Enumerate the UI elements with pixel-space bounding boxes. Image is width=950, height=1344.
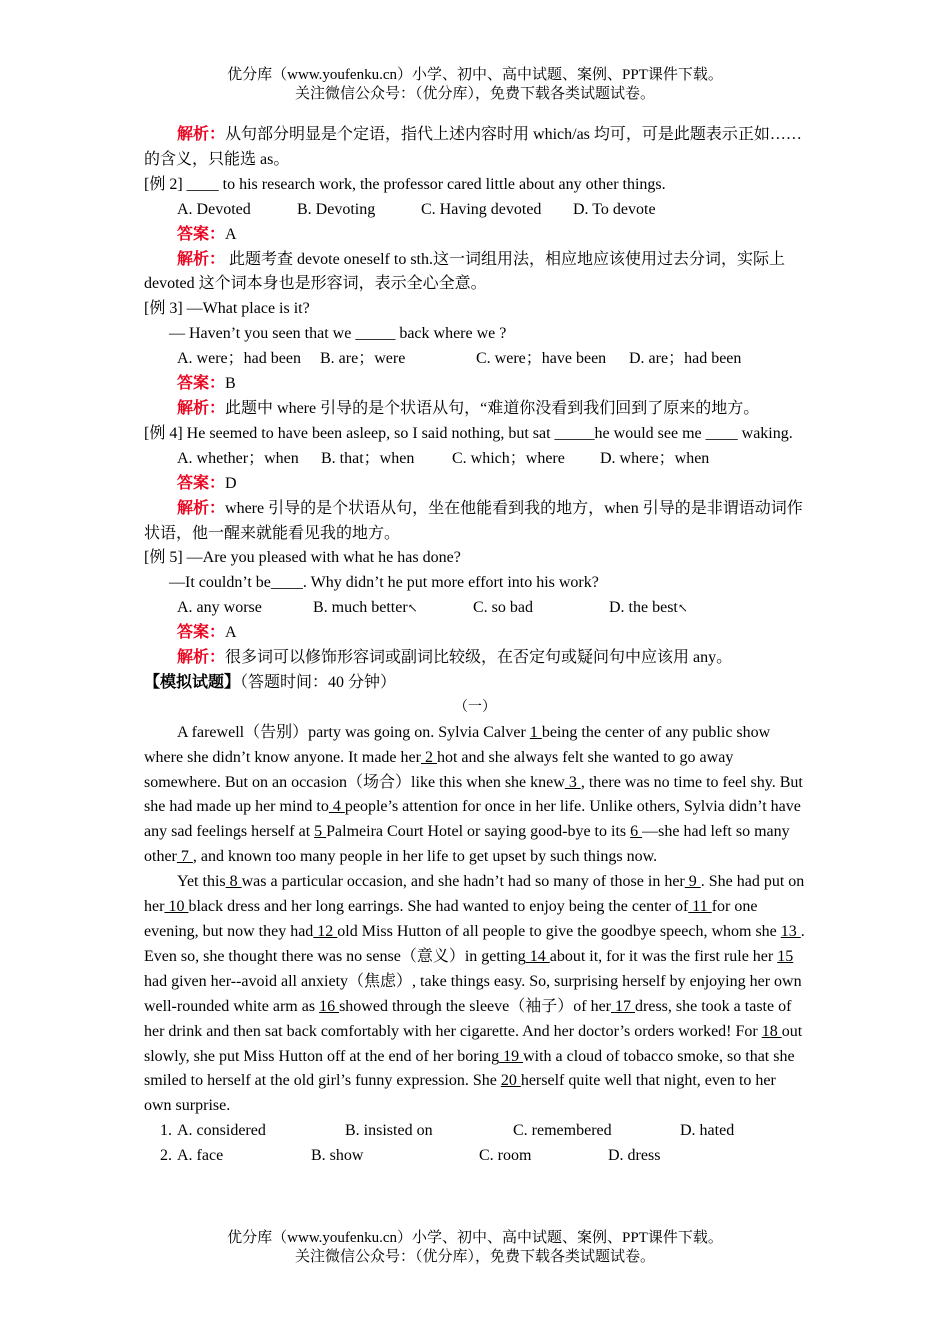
option: B. that；when	[321, 449, 415, 467]
ex5-analysis: 解析：很多词可以修饰形容词或副词比较级，在否定句或疑问句中应该用 any。	[177, 649, 733, 667]
option: C. room	[479, 1147, 532, 1165]
ex5-stem: [例 5] —Are you pleased with what he has done?	[144, 549, 461, 567]
ex5-line2: —It couldn’t be____. Why didn’t he put more effort into his work?	[169, 574, 599, 592]
ex2-options	[144, 198, 806, 223]
option: D. the best↖	[609, 596, 688, 621]
option: D. hated	[680, 1122, 735, 1140]
blank-number: 10	[164, 898, 189, 916]
ex3-options	[144, 347, 806, 372]
option: C. were；have been	[476, 350, 607, 368]
ex5-answer: 答案：A	[177, 624, 237, 642]
option: A. Devoted	[177, 200, 251, 218]
page-header	[0, 66, 950, 104]
ex2-analysis: 解析： 此题考查 devote oneself to sth.这一词组用法，相应地应该使用过去分词，实际上 devoted 这个词本身也是形容词，表示全心全意。	[144, 250, 785, 293]
section-title: 【模拟试题】	[144, 673, 241, 691]
option: B. much better↖	[313, 596, 473, 621]
ex2-answer: 答案：A	[177, 225, 237, 243]
blank-number: 20	[500, 1072, 521, 1090]
option: A. were；had been	[177, 350, 301, 368]
option: A. whether；when	[177, 449, 299, 467]
blank-number: 1	[529, 723, 542, 741]
ex2-stem: [例 2] ____ to his research work, the professor cared little about any other things.	[144, 175, 666, 193]
option: D. are；had been	[629, 350, 742, 368]
section-time-note: （答题时间：40 分钟）	[240, 673, 397, 691]
ex5-options	[144, 596, 806, 621]
option: C. Having devoted	[421, 200, 542, 218]
option: C. so bad	[473, 599, 533, 617]
option: B. show	[311, 1147, 364, 1165]
ex4-analysis: 解析：where 引导的是个状语从句，坐在他能看到我的地方，when 引导的是非谓语动词作状语，他一醒来就能看见我的地方。	[144, 499, 803, 542]
blank-number: 19	[499, 1047, 524, 1065]
ex4-stem: [例 4] He seemed to have been asleep, so I said nothing, but sat _____he would see me ____ waking.	[144, 424, 793, 442]
footer-line-1: 优分库（www.youfenku.cn）小学、初中、高中试题、案例、PPT课件下载。	[227, 1230, 723, 1246]
ex3-answer: 答案：B	[177, 375, 236, 393]
blank-number: 17	[611, 997, 636, 1015]
option: A. face	[177, 1147, 224, 1165]
blank-number: 4	[328, 798, 345, 816]
ex1-analysis: 解析：从句部分明显是个定语，指代上述内容时用 which/as 均可，可是此题表示正如……的含义，只能选 as。	[144, 126, 802, 168]
blank-number: 2	[420, 748, 437, 766]
blank-number: 6	[630, 823, 643, 841]
option: A. any worse	[177, 599, 262, 617]
section-heading	[144, 671, 806, 696]
question-1: 1. A. considered B. insisted on C. remembered D. hated	[144, 1119, 806, 1144]
passage-paragraph-1: A farewell（告别）party was going on. Sylvia Calver 1 being the center of any public show where she didn’t know anyone. It made her 2 hot and she always felt she wanted to go away somewhere. But on an occasion（场合）like this when she knew 3 , there was no time to feel shy. But she had made up her mind to 4 people’s attention for once in her life. Unlike others, Sylvia didn’t have any sad feelings herself at 5 Palmeira Court Hotel or saying good-bye to its 6 —she had left so many other 7 , and known too many people in her life to get upset by such things now.	[144, 723, 803, 866]
blank-number: 16	[319, 997, 340, 1015]
option: D. To devote	[573, 200, 656, 218]
option: D. dress	[608, 1147, 661, 1165]
passage-paragraph-2: Yet this 8 was a particular occasion, and she hadn’t had so many of those in her 9 . She had put on her 10 black dress and her long earrings. She had wanted to enjoy being the center of 11 for one evening, but now they had 12 old Miss Hutton of all people to give the goodbye speech, whom she 13 . Even so, she thought there was no sense（意义）in getting 14 about it, for it was the first rule her 15 had given her--avoid all anxiety（焦虑）, take things easy. So, surprising herself by enjoying her own well-rounded white arm as 16 showed through the sleeve（袖子）of her 17 dress, she took a taste of her drink and then sat back comfortably with her cigarette. And her doctor’s orders worked! For 18 out slowly, she put Miss Hutton off at the end of her boring 19 with a cloud of tobacco smoke, so that she smiled to herself at the old girl’s funny expression. She 20 herself quite well that night, even to her own surprise.	[144, 873, 805, 1115]
option: B. Devoting	[297, 200, 376, 218]
header-line-2: 关注微信公众号：（优分库），免费下载各类试题试卷。	[294, 86, 655, 102]
blank-number: 12	[313, 923, 338, 940]
blank-number: 8	[225, 873, 242, 891]
ex3-analysis: 解析：此题中 where 引导的是个状语从句，“难道你没看到我们回到了原来的地方。	[177, 399, 760, 417]
ex4-options	[144, 447, 806, 472]
blank-number: 14	[525, 947, 550, 965]
analysis-label: 解析：	[177, 126, 226, 143]
blank-number: 3	[564, 773, 581, 791]
ex3-stem: [例 3] —What place is it?	[144, 300, 310, 318]
document-body	[144, 123, 806, 1169]
blank-number: 7	[176, 848, 193, 866]
question-2: 2. A. face B. show C. room D. dress	[144, 1144, 806, 1169]
page-footer	[0, 1229, 950, 1267]
blank-number: 11	[688, 898, 712, 916]
handwritten-mark-icon: ↖	[677, 601, 688, 616]
option: B. are；were	[320, 350, 406, 368]
section-part: （一）	[454, 699, 496, 715]
option: C. remembered	[513, 1122, 612, 1140]
blank-number: 5	[314, 823, 327, 841]
header-line-1: 优分库（www.youfenku.cn）小学、初中、高中试题、案例、PPT课件下载。	[227, 67, 723, 83]
ex4-answer: 答案：D	[177, 474, 237, 492]
blank-number: 15	[777, 947, 794, 965]
option: A. considered	[177, 1122, 266, 1140]
option: C. which；where	[452, 449, 565, 467]
blank-number: 9	[684, 873, 701, 891]
ex3-line2: — Haven’t you seen that we _____ back where we ?	[169, 325, 507, 343]
footer-line-2: 关注微信公众号：（优分库），免费下载各类试题试卷。	[294, 1249, 655, 1265]
blank-number: 13	[780, 923, 801, 940]
option: B. insisted on	[345, 1122, 433, 1140]
handwritten-mark-icon: ↖	[407, 601, 418, 616]
option: D. where；when	[600, 449, 710, 467]
blank-number: 18	[761, 1022, 782, 1040]
